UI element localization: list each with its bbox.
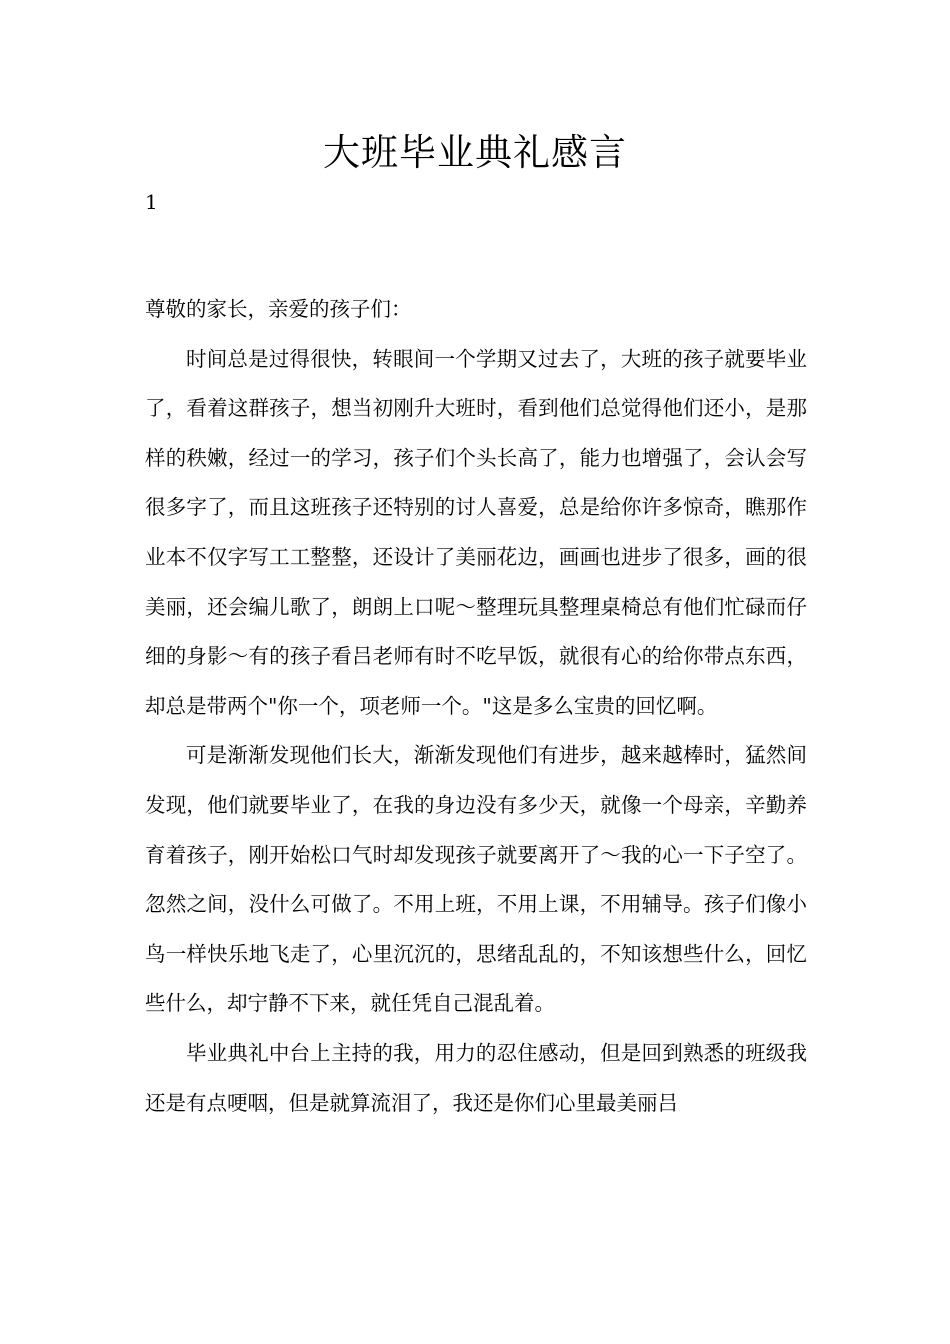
paragraph-3: 毕业典礼中台上主持的我，用力的忍住感动，但是回到熟悉的班级我还是有点哽咽，但是就算流泪了，我还是你们心里最美丽吕 bbox=[145, 1040, 807, 1115]
document-body bbox=[145, 285, 807, 1128]
paragraph-1: 时间总是过得很快，转眼间一个学期又过去了，大班的孩子就要毕业了，看着这群孩子，想当初刚升大班时，看到他们总觉得他们还小，是那样的秩嫩，经过一的学习，孩子们个头长高了，能力也增强了，会认会写很多字了，而且这班孩子还特别的讨人喜爱，总是给你许多惊奇，瞧那作业本不仅字写工工整整，还设计了美丽花边，画画也进步了很多，画的很美丽，还会编儿歌了，朗朗上口呢～整理玩具整理桌椅总有他们忙碌而仔细的身影～有的孩子看吕老师有时不吃早饭，就很有心的给你带点东西，却总是带两个"你一个，项老师一个。"这是多么宝贵的回忆啊。 bbox=[145, 346, 807, 718]
page-number: 1 bbox=[145, 190, 158, 214]
document-title: 大班毕业典礼感言 bbox=[323, 131, 627, 174]
paragraph-2: 可是渐渐发现他们长大，渐渐发现他们有进步，越来越棒时，猛然间发现，他们就要毕业了，在我的身边没有多少天，就像一个母亲，辛勤养育着孩子，刚开始松口气时却发现孩子就要离开了～我的心一下子空了。忽然之间，没什么可做了。不用上班，不用上课，不用辅导。孩子们像小鸟一样快乐地飞走了，心里沉沉的，思绪乱乱的，不知该想些什么，回忆些什么，却宁静不下来，就任凭自己混乱着。 bbox=[145, 743, 807, 1016]
salutation: 尊敬的家长，亲爱的孩子们： bbox=[145, 297, 412, 321]
